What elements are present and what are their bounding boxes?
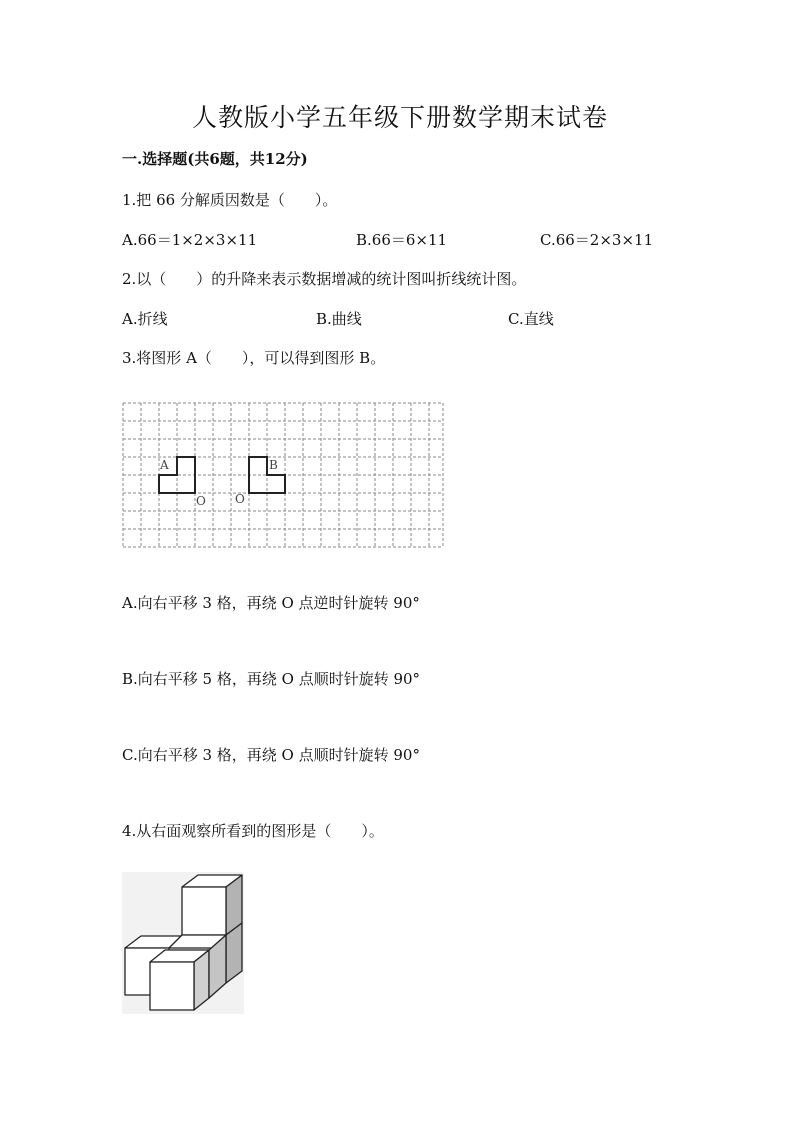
q3-option-a: A.向右平移 3 格，再绕 O 点逆时针旋转 90° xyxy=(122,594,420,612)
section-heading: 一.选择题(共6题，共12分) xyxy=(122,150,308,168)
question-1: 1.把 66 分解质因数是（ ）。 xyxy=(122,191,338,209)
label-o-left: O xyxy=(196,494,206,508)
q3-option-b: B.向右平移 5 格，再绕 O 点顺时针旋转 90° xyxy=(122,670,421,688)
question-2: 2.以（ ）的升降来表示数据增减的统计图叫折线统计图。 xyxy=(122,270,527,288)
q3-option-c: C.向右平移 3 格，再绕 O 点顺时针旋转 90° xyxy=(122,746,420,764)
q2-option-b: B.曲线 xyxy=(316,310,362,328)
label-a: A xyxy=(160,458,169,472)
question-3: 3.将图形 A（ ），可以得到图形 B。 xyxy=(122,349,386,367)
label-b: B xyxy=(269,458,278,472)
question-4: 4.从右面观察所看到的图形是（ ）。 xyxy=(122,822,384,840)
page-title: 人教版小学五年级下册数学期末试卷 xyxy=(191,103,608,132)
label-o-right: O xyxy=(235,492,245,506)
grid-figure xyxy=(120,400,446,550)
q1-option-a: A.66＝1×2×3×11 xyxy=(122,231,258,249)
q2-option-c: C.直线 xyxy=(508,310,554,328)
cube-figure xyxy=(122,872,244,1014)
q2-option-a: A.折线 xyxy=(122,310,168,328)
q1-option-c: C.66＝2×3×11 xyxy=(540,231,654,249)
q1-option-b: B.66＝6×11 xyxy=(356,231,448,249)
